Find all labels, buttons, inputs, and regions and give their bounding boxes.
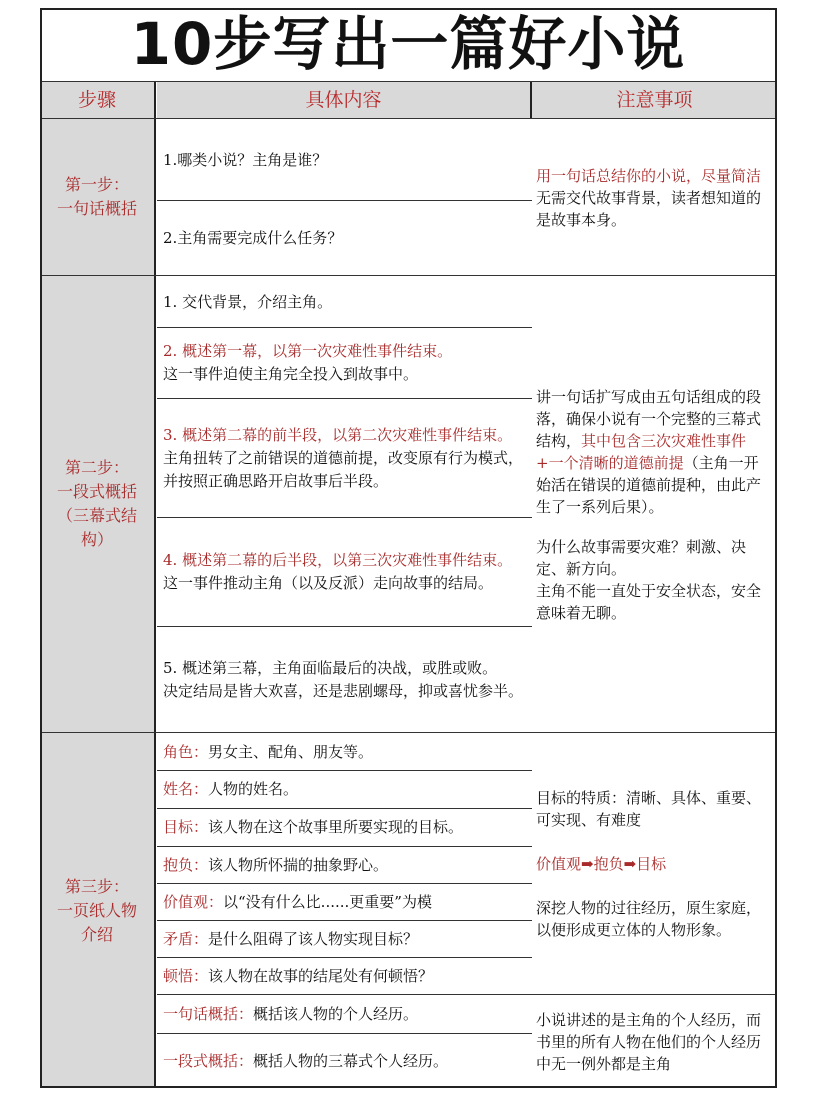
row-label: 抱负： — [163, 855, 209, 874]
char-row-conflict — [157, 921, 530, 957]
row-label: 一段式概括： — [163, 1051, 254, 1070]
row-divider — [157, 846, 532, 847]
row-divider — [157, 327, 532, 328]
row-label: 姓名： — [163, 780, 209, 798]
note-text: 小说讲述的是主角的个人经历，而书里的所有人物在他们的个人经历中无一例外都是主角 — [536, 1010, 762, 1073]
note-emphasis: 用一句话总结你的小说，尽量简洁 — [536, 166, 762, 185]
step-3-note-1 — [532, 734, 776, 994]
step-1-title: 一句话概括 — [56, 199, 137, 218]
row-text: 男女主、配角、朋友等。 — [208, 742, 374, 761]
char-row-name — [157, 771, 530, 808]
step-2-label: 第二步： — [64, 458, 129, 477]
step-2-row-5 — [157, 627, 530, 732]
header-notes: 注意事项 — [532, 82, 777, 118]
row-label: 角色： — [163, 742, 209, 761]
step-3-title: 一页纸人物介绍 — [56, 900, 137, 944]
note-text: 为什么故事需要灾难？刺激、决定、新方向。 — [536, 537, 747, 578]
step-1-cell — [40, 119, 156, 275]
row-text: 该人物在这个故事里所要实现的目标。 — [208, 818, 464, 836]
char-row-values — [157, 884, 530, 920]
char-row-epiphany — [157, 958, 530, 994]
section-2-divider — [40, 732, 777, 733]
step-2-row-1 — [157, 277, 530, 327]
row-label: 目标： — [163, 818, 209, 836]
page-title: 10步写出一篇好小说 — [130, 10, 686, 78]
row-text: 概括该人物的个人经历。 — [253, 1004, 419, 1023]
note-emphasis: 其中包含三次灾难性事件+一个清晰的道德前提 — [536, 431, 747, 472]
row-text: 该人物在故事的结尾处有何顿悟？ — [208, 966, 434, 985]
step-2-title: 一段式概括 — [56, 482, 137, 501]
note-text: （主角一开始活在错误的道德前提种，由此产生了一系列后果）。 — [536, 453, 762, 516]
step-3-label: 第三步： — [64, 876, 129, 896]
row-divider — [157, 517, 532, 518]
note-text: 目标的特质：清晰、具体、重要、可实现、有难度 — [536, 789, 762, 829]
row-emphasis: 3. 概述第二幕的前半段，以第二次灾难性事件结束。 — [163, 425, 513, 444]
row-text: 该人物所怀揣的抽象野心。 — [208, 855, 389, 874]
row-text: 1.哪类小说？主角是谁？ — [163, 150, 328, 169]
step-1-label: 第一步： — [64, 175, 129, 194]
step-2-note — [532, 277, 776, 732]
row-text: 2.主角需要完成什么任务？ — [163, 228, 343, 247]
row-divider — [157, 770, 532, 771]
row-label: 顿悟： — [163, 966, 209, 985]
row-text: 概括人物的三幕式个人经历。 — [253, 1051, 449, 1070]
row-text: 这一事件推动主角（以及反派）走向故事的结局。 — [163, 574, 494, 592]
row-emphasis: 2. 概述第一幕，以第一次灾难性事件结束。 — [163, 342, 453, 360]
note-text: 深挖人物的过往经历，原生家庭，以便形成更立体的人物形象。 — [536, 899, 762, 939]
header-step: 步骤 — [40, 82, 156, 118]
note-text: 主角不能一直处于安全状态，安全意味着无聊。 — [536, 581, 762, 622]
char-row-one-paragraph — [157, 1034, 530, 1088]
step-2-row-4 — [157, 518, 530, 626]
row-divider — [157, 808, 532, 809]
char-row-role — [157, 734, 530, 770]
section-1-divider — [40, 275, 777, 276]
row-label: 一句话概括： — [163, 1004, 254, 1023]
row-text: 是什么阻碍了该人物实现目标？ — [208, 929, 419, 948]
step-3-cell — [40, 733, 156, 1088]
header-content: 具体内容 — [157, 82, 532, 118]
step-2-row-2 — [157, 328, 530, 398]
row-text: 人物的姓名。 — [208, 780, 299, 798]
char-row-one-sentence — [157, 995, 530, 1033]
row-divider — [157, 200, 532, 201]
row-divider — [157, 957, 532, 958]
step-1-row-2 — [157, 201, 530, 275]
row-divider — [157, 626, 532, 627]
row-text: 5. 概述第三幕，主角面临最后的决战，或胜或败。 — [163, 658, 498, 677]
char-row-goal — [157, 809, 530, 846]
row-emphasis: 4. 概述第二幕的后半段，以第三次灾难性事件结束。 — [163, 551, 513, 569]
header-divider — [40, 118, 777, 119]
row-divider — [157, 920, 532, 921]
row-text: 主角扭转了之前错误的道德前提，改变原有行为模式，并按照正确思路开启故事后半段。 — [163, 448, 524, 490]
row-text: 以“没有什么比......更重要”为模 — [223, 892, 432, 911]
row-divider — [157, 883, 532, 884]
row-divider — [157, 1033, 532, 1034]
step-2-cell — [40, 276, 156, 732]
row-text: 决定结局是皆大欢喜，还是悲剧螺母，抑或喜忧参半。 — [163, 681, 524, 700]
row-divider — [157, 994, 777, 995]
row-divider — [157, 398, 532, 399]
step-1-row-1 — [157, 120, 530, 200]
step-2-row-3 — [157, 399, 530, 517]
row-text: 这一事件迫使主角完全投入到故事中。 — [163, 365, 419, 383]
row-label: 价值观： — [163, 892, 224, 911]
note-paragraph — [536, 386, 772, 518]
step-2-subtitle: （三幕式结构） — [56, 506, 137, 549]
row-text: 1. 交代背景，介绍主角。 — [163, 292, 333, 311]
note-emphasis: 价值观➡抱负➡目标 — [536, 855, 667, 873]
note-text: 讲一句话扩写成由五句话组成的段落，确保小说有一个完整的三幕式结构， — [536, 387, 762, 450]
note-text: 无需交代故事背景，读者想知道的是故事本身。 — [536, 188, 762, 229]
row-label: 矛盾： — [163, 929, 209, 948]
step-1-note — [532, 120, 776, 275]
char-row-ambition — [157, 847, 530, 883]
step-3-note-2 — [532, 995, 776, 1088]
title-divider — [40, 81, 777, 82]
